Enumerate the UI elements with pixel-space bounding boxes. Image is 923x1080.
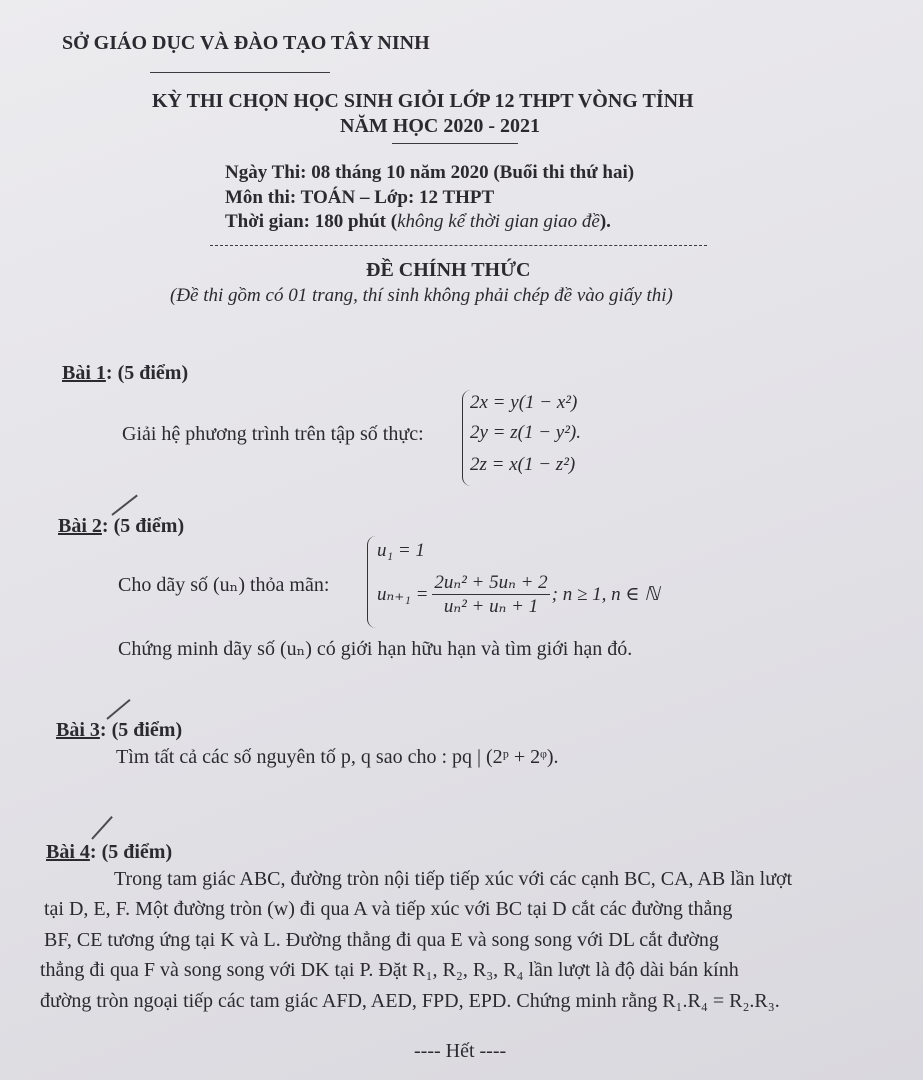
recurrence-formula [377,571,659,618]
problem-3-heading [56,719,182,742]
recurrence-fraction [432,571,549,618]
problem-3-points: : (5 điểm) [99,719,183,741]
pen-check-mark [111,495,137,516]
problem-3-text: Tìm tất cả các số nguyên tố p, q sao cho : pq | (2ᵖ + 2ᵠ). [116,746,559,768]
duration-end: ). [599,211,611,232]
problem-1-title: Bài 1 [62,362,106,384]
exam-subject: Môn thi: TOÁN – Lớp: 12 THPT [225,187,495,208]
equation-3: 2z = x(1 − z²) [470,454,576,475]
recurrence-lhs: uₙ₊₁ = [377,584,429,605]
pen-check-mark [106,699,130,720]
problem-1-points: : (5 điểm) [105,362,189,384]
department-name: SỞ GIÁO DỤC VÀ ĐÀO TẠO TÂY NINH [62,32,430,54]
exam-duration [225,211,611,233]
department-underline [150,72,330,73]
problem-4-heading [46,841,172,864]
end-marker: ---- Hết ---- [414,1040,507,1062]
official-label: ĐỀ CHÍNH THỨC [366,259,531,281]
problem-2-prompt: Cho dãy số (uₙ) thỏa mãn: [118,574,330,596]
exam-date: Ngày Thi: 08 tháng 10 năm 2020 (Buổi thi thứ hai) [225,162,635,183]
school-year: NĂM HỌC 2020 - 2021 [340,115,540,137]
school-year-underline [392,143,518,144]
initial-term: u₁ = 1 [377,540,425,561]
problem-4-line-3: BF, CE tương ứng tại K và L. Đường thẳng đi qua E và song song với DL cắt đường [44,929,719,951]
fraction-denominator: uₙ² + uₙ + 1 [443,596,539,617]
duration-note: không kể thời gian giao đề [397,211,600,232]
problem-4-line-5: đường tròn ngoại tiếp các tam giác AFD, AED, FPD, EPD. Chứng minh rằng R₁.R₄ = R₂.R₃. [40,990,780,1012]
problem-2-question: Chứng minh dãy số (uₙ) có giới hạn hữu hạn và tìm giới hạn đó. [118,638,633,660]
problem-4-title: Bài 4 [46,841,90,863]
fraction-numerator: 2uₙ² + 5uₙ + 2 [434,572,548,593]
problem-1-heading [62,362,188,385]
pen-check-mark [91,816,113,840]
problem-4-line-4: thẳng đi qua F và song song với DK tại P. Đặt R₁, R₂, R₃, R₄ lần lượt là độ dài bán kính [40,959,739,981]
duration-main: Thời gian: 180 phút ( [225,211,398,232]
problem-4-line-2: tại D, E, F. Một đường tròn (w) đi qua A và tiếp xúc với BC tại D cắt các đường thẳng [44,898,733,920]
instructions: (Đề thi gồm có 01 trang, thí sinh không phải chép đề vào giấy thi) [170,285,673,306]
equation-2: 2y = z(1 − y²). [470,422,582,443]
header-dashed-separator [210,245,707,246]
equation-1: 2x = y(1 − x²) [470,392,578,413]
problem-4-line-1: Trong tam giác ABC, đường tròn nội tiếp tiếp xúc với các cạnh BC, CA, AB lần lượt [114,868,793,890]
problem-4-points: : (5 điểm) [89,841,173,863]
problem-3-title: Bài 3 [56,719,100,741]
problem-2-heading [58,515,184,538]
problem-2-title: Bài 2 [58,515,102,537]
recurrence-condition: ; n ≥ 1, n ∈ ℕ [551,584,660,605]
problem-1-prompt: Giải hệ phương trình trên tập số thực: [122,423,424,445]
problem-2-points: : (5 điểm) [101,515,185,537]
exam-title: KỲ THI CHỌN HỌC SINH GIỎI LỚP 12 THPT VÒNG TỈNH [152,90,694,112]
recurrence-brace [367,536,376,628]
